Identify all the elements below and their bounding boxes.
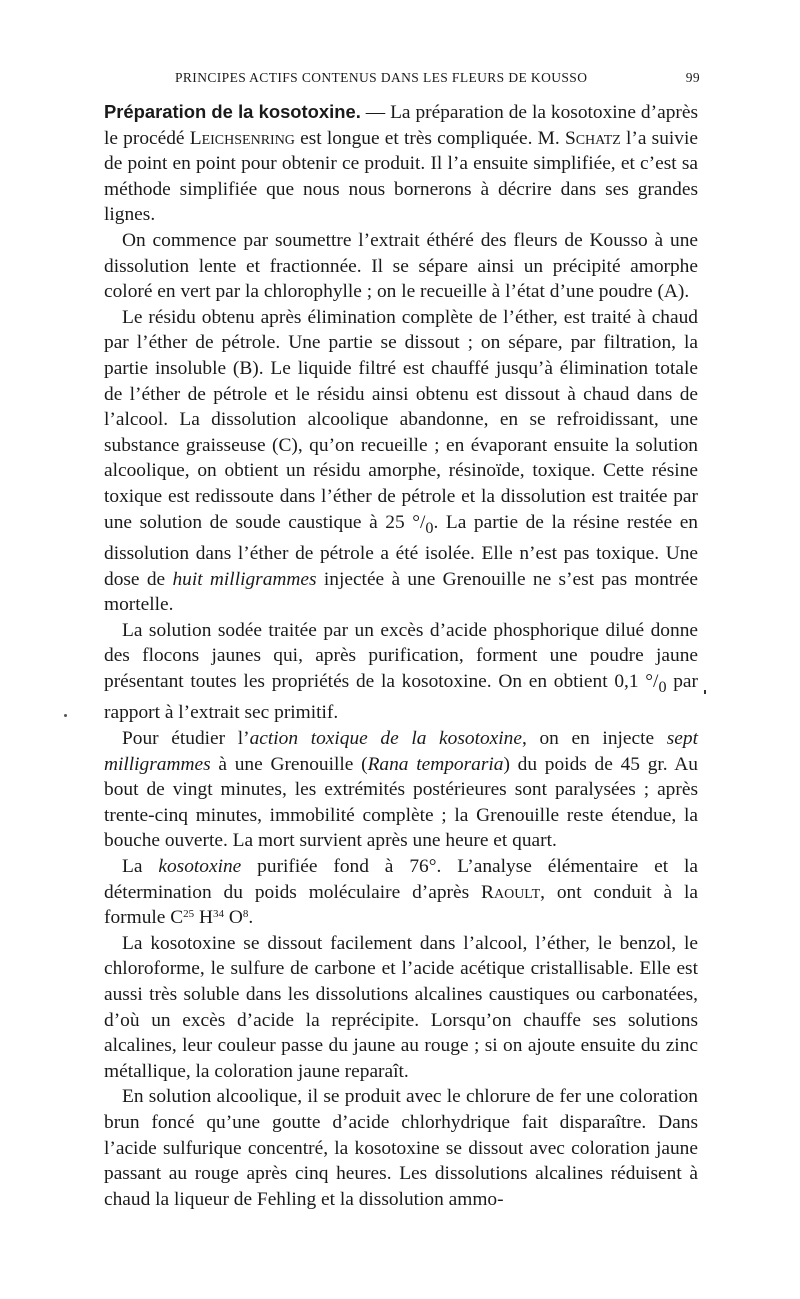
italic-dose: sept milligrammes [104,728,698,775]
page-number: 99 [685,70,700,85]
paragraph-formula: La kosotoxine purifiée fond à 76°. L’analyse élémentaire et la détermination du poids moléculaire d’après Raoult, ont conduit à la formule $C^{25}$ $H^{34}$ $O^8$. [104,855,699,929]
paragraph-extraction: On commence par soumettre l’extrait éthéré des fleurs de Kousso à une dissolution lente et fractionnée. Il se sépare ainsi un précipité amorphe coloré en vert par la chlorophylle ; on le recueille à l’état d’une poudre (A). [104,229,698,303]
author-name: Leichsenring [189,127,295,149]
section-heading: Préparation de la kosotoxine. [104,101,361,122]
italic-term: kosotoxine [158,855,242,877]
italic-term: action toxique de la kosotoxine [249,728,522,749]
author-name: Schatz [564,127,621,149]
author-name: Raoult [481,881,541,903]
paragraph-preparation: Préparation de la kosotoxine. — La préparation de la kosotoxine d’après le procédé Leichsenring est longue et très compliquée. M. Schatz l’a suivie de point en point pour obtenir ce produit. Il l’a ensuite simplifiée, et c’est sa méthode simplifiée que nous nous bornerons à décrire dans ses grandes lignes. [104,101,698,226]
paragraph-solubility: La kosotoxine se dissout facilement dans l’alcool, l’éther, le benzol, le chloroforme, le sulfure de carbone et l’acide acétique cristallisable. Elle est aussi très soluble dans les dissolutions alcalines caustiques ou carbonatées, d’où un excès d’acide la reprécipite. Lorsqu’on chauffe ses solutions alcalines, leur couleur passe du jaune au rouge ; si on ajoute ensuite du zinc métallique, la coloration jaune reparaît. [104,932,698,1082]
paragraph-toxic-action: Pour étudier l’action toxique de la kosotoxine, on en injecte sept milligrammes à une Grenouille (Rana temporaria) du poids de 45 gr. Au bout de vingt minutes, les extrémités postérieures sont paralysées ; après trente-cinq minutes, immobilité complète ; la Grenouille reste étendue, la bouche ouverte. La mort survient après une heure et quart. [104,728,698,852]
margin-mark [704,690,706,694]
running-header [105,70,700,90]
running-title: PRINCIPES ACTIFS CONTENUS DANS LES FLEURS DE KOUSSO [175,70,588,85]
paragraph-reactions: En solution alcoolique, il se produit avec le chlorure de fer une coloration brun foncé qu’une goutte d’acide chlorhydrique fait disparaître. Dans l’acide sulfurique concentré, la kosotoxine se dissout avec coloration jaune passant au rouge après cinq heures. Les dissolutions alcalines réduisent à chaud la liqueur de Fehling et la dissolution ammo- [104,1086,698,1210]
italic-dose: huit milligrammes [172,568,317,590]
paragraph-sodium-solution: La solution sodée traitée par un excès d’acide phosphorique dilué donne des flocons jaunes qui, après purification, forment une poudre jaune présentant toutes les propriétés de la kosotoxine. On en obtient 0,1 $^\circ/_0$ par rapport à l’extrait sec primitif. [104,619,698,724]
body-text [104,99,698,1212]
paragraph-residue: Le résidu obtenu après élimination complète de l’éther, est traité à chaud par l’éther de pétrole. Une partie se dissout ; on sépare, par filtration, la partie insoluble (B). Le liquide filtré est chauffé jusqu’à élimination totale de l’éther de pétrole et le résidu ainsi obtenu est dissout à chaud dans de l’alcool. La dissolution alcoolique abandonne, en se refroidissant, une substance graisseuse (C), qu’on recueille ; en évaporant ensuite la solution alcoolique, on obtient un résidu amorphe, résinoïde, toxique. Cette résine toxique est redissoute dans l’éther de pétrole et la dissolution est traitée par une solution de soude caustique à 25 $^\circ/_0$. La partie de la résine restée en dissolution dans l’éther de pétrole a été isolée. Elle n’est pas toxique. Une dose de huit milligrammes injectée à une Grenouille ne s’est pas montrée mortelle. [104,306,699,616]
margin-mark [64,714,67,717]
species-name: Rana temporaria [367,753,504,775]
